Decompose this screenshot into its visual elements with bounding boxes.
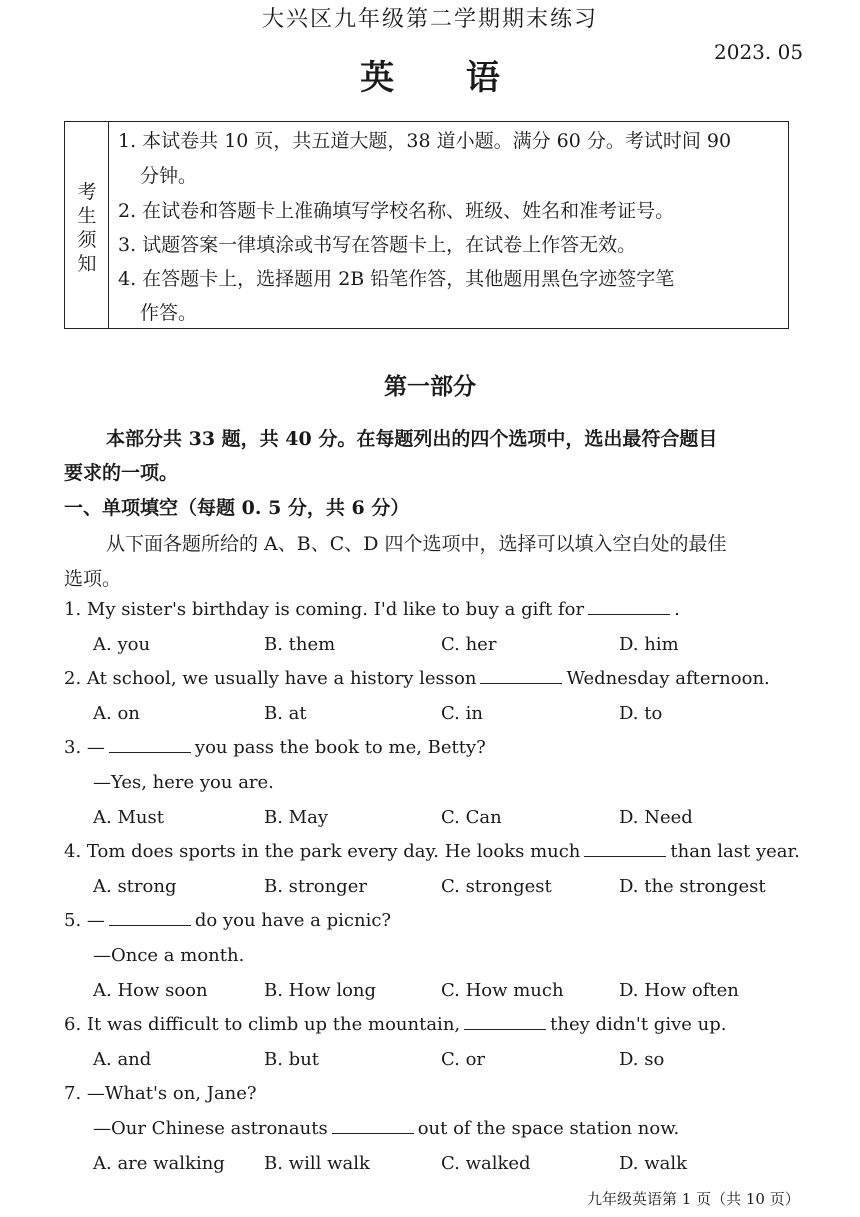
- question-text: .: [674, 599, 680, 620]
- subject-title: 英 语: [360, 58, 500, 98]
- answer-blank: [480, 669, 562, 684]
- question-stem-line: [64, 599, 680, 620]
- section-title: 一、单项填空（每题 0. 5 分，共 6 分）: [64, 497, 410, 519]
- question-text: 1. My sister's birthday is coming. I'd like to buy a gift for: [64, 599, 585, 620]
- question-text: 2. At school, we usually have a history lesson: [64, 668, 477, 690]
- part-intro-line: 本部分共 33 题，共 40 分。在每题列出的四个选项中，选出最符合题目: [106, 428, 718, 450]
- answer-option: C. walked: [441, 1152, 531, 1174]
- answer-option: B. will walk: [264, 1152, 370, 1174]
- answer-blank: [584, 842, 666, 857]
- question-stem-line: [93, 945, 244, 966]
- answer-option: B. How long: [264, 979, 377, 1001]
- question-text: —Once a month.: [93, 945, 245, 966]
- answer-option: D. him: [619, 633, 679, 655]
- exam-notice-box: [64, 121, 789, 329]
- answer-option: D. Need: [619, 806, 693, 828]
- answer-option: C. strongest: [441, 875, 552, 897]
- question-text: 7. —What's on, Jane?: [64, 1083, 257, 1105]
- answer-option: D. so: [619, 1048, 665, 1070]
- question-stem-line: [64, 841, 800, 862]
- question-text: —Yes, here you are.: [93, 772, 274, 793]
- question-stem-line: [64, 910, 391, 931]
- notice-item: 4. 在答题卡上，选择题用 2B 铅笔作答，其他题用黑色字迹签字笔: [118, 268, 675, 290]
- question-text: Wednesday afternoon.: [566, 668, 770, 690]
- question-text: 5. —: [64, 910, 105, 932]
- answer-blank: [109, 738, 191, 753]
- question-text: you pass the book to me, Betty?: [194, 737, 486, 759]
- question-text: they didn't give up.: [550, 1014, 727, 1036]
- question-stem-line: [64, 737, 486, 758]
- answer-option: A. are walking: [93, 1152, 225, 1174]
- part-intro-line: 要求的一项。: [64, 462, 179, 484]
- section-instruction: 从下面各题所给的 A、B、C、D 四个选项中，选择可以填入空白处的最佳: [106, 533, 727, 555]
- answer-option: B. but: [264, 1048, 320, 1070]
- page-footer: 九年级英语第 1 页（共 10 页）: [587, 1190, 800, 1208]
- answer-option: C. in: [441, 702, 483, 724]
- answer-blank: [109, 911, 191, 926]
- answer-option: C. How much: [441, 979, 564, 1001]
- answer-option: B. May: [264, 806, 329, 828]
- answer-option: D. walk: [619, 1152, 688, 1174]
- notice-item-continued: 作答。: [140, 302, 198, 324]
- answer-option: C. her: [441, 633, 497, 655]
- question-text: do you have a picnic?: [194, 910, 392, 932]
- answer-option: C. or: [441, 1048, 486, 1070]
- answer-option: C. Can: [441, 806, 502, 828]
- question-stem-line: [93, 772, 274, 793]
- notice-side-label: 考生须知: [77, 181, 97, 275]
- answer-option: D. the strongest: [619, 875, 766, 897]
- answer-option: B. them: [264, 633, 336, 655]
- question-stem-line: [93, 1118, 679, 1139]
- answer-option: A. Must: [93, 806, 164, 828]
- question-stem-line: [64, 1014, 726, 1035]
- answer-blank: [464, 1015, 546, 1030]
- question-text: 4. Tom does sports in the park every day. He looks much: [64, 841, 581, 863]
- question-stem-line: [64, 1083, 257, 1104]
- part-title: 第一部分: [384, 373, 476, 400]
- notice-item: 1. 本试卷共 10 页，共五道大题，38 道小题。满分 60 分。考试时间 90: [118, 130, 732, 152]
- answer-option: D. to: [619, 702, 663, 724]
- answer-blank: [588, 600, 670, 615]
- notice-item: 3. 试题答案一律填涂或书写在答题卡上，在试卷上作答无效。: [118, 234, 637, 256]
- answer-option: A. on: [93, 702, 140, 724]
- exam-date: 2023. 05: [714, 40, 804, 64]
- answer-option: A. you: [93, 633, 151, 655]
- notice-item-continued: 分钟。: [140, 165, 198, 187]
- answer-blank: [332, 1119, 414, 1134]
- question-text: out of the space station now.: [417, 1118, 680, 1139]
- answer-option: D. How often: [619, 979, 739, 1001]
- question-stem-line: [64, 668, 770, 689]
- section-instruction: 选项。: [64, 568, 122, 590]
- exam-title: 大兴区九年级第二学期期末练习: [261, 7, 598, 32]
- answer-option: B. at: [264, 702, 307, 724]
- answer-option: A. and: [93, 1048, 152, 1070]
- question-text: 6. It was difficult to climb up the mountain,: [64, 1014, 461, 1036]
- question-text: —Our Chinese astronauts: [93, 1118, 328, 1139]
- answer-option: A. How soon: [93, 979, 208, 1001]
- question-text: 3. —: [64, 737, 105, 759]
- notice-side-cell: [65, 122, 109, 328]
- answer-option: B. stronger: [264, 875, 367, 897]
- notice-item: 2. 在试卷和答题卡上准确填写学校名称、班级、姓名和准考证号。: [118, 200, 675, 222]
- question-text: than last year.: [670, 841, 800, 863]
- answer-option: A. strong: [93, 875, 177, 897]
